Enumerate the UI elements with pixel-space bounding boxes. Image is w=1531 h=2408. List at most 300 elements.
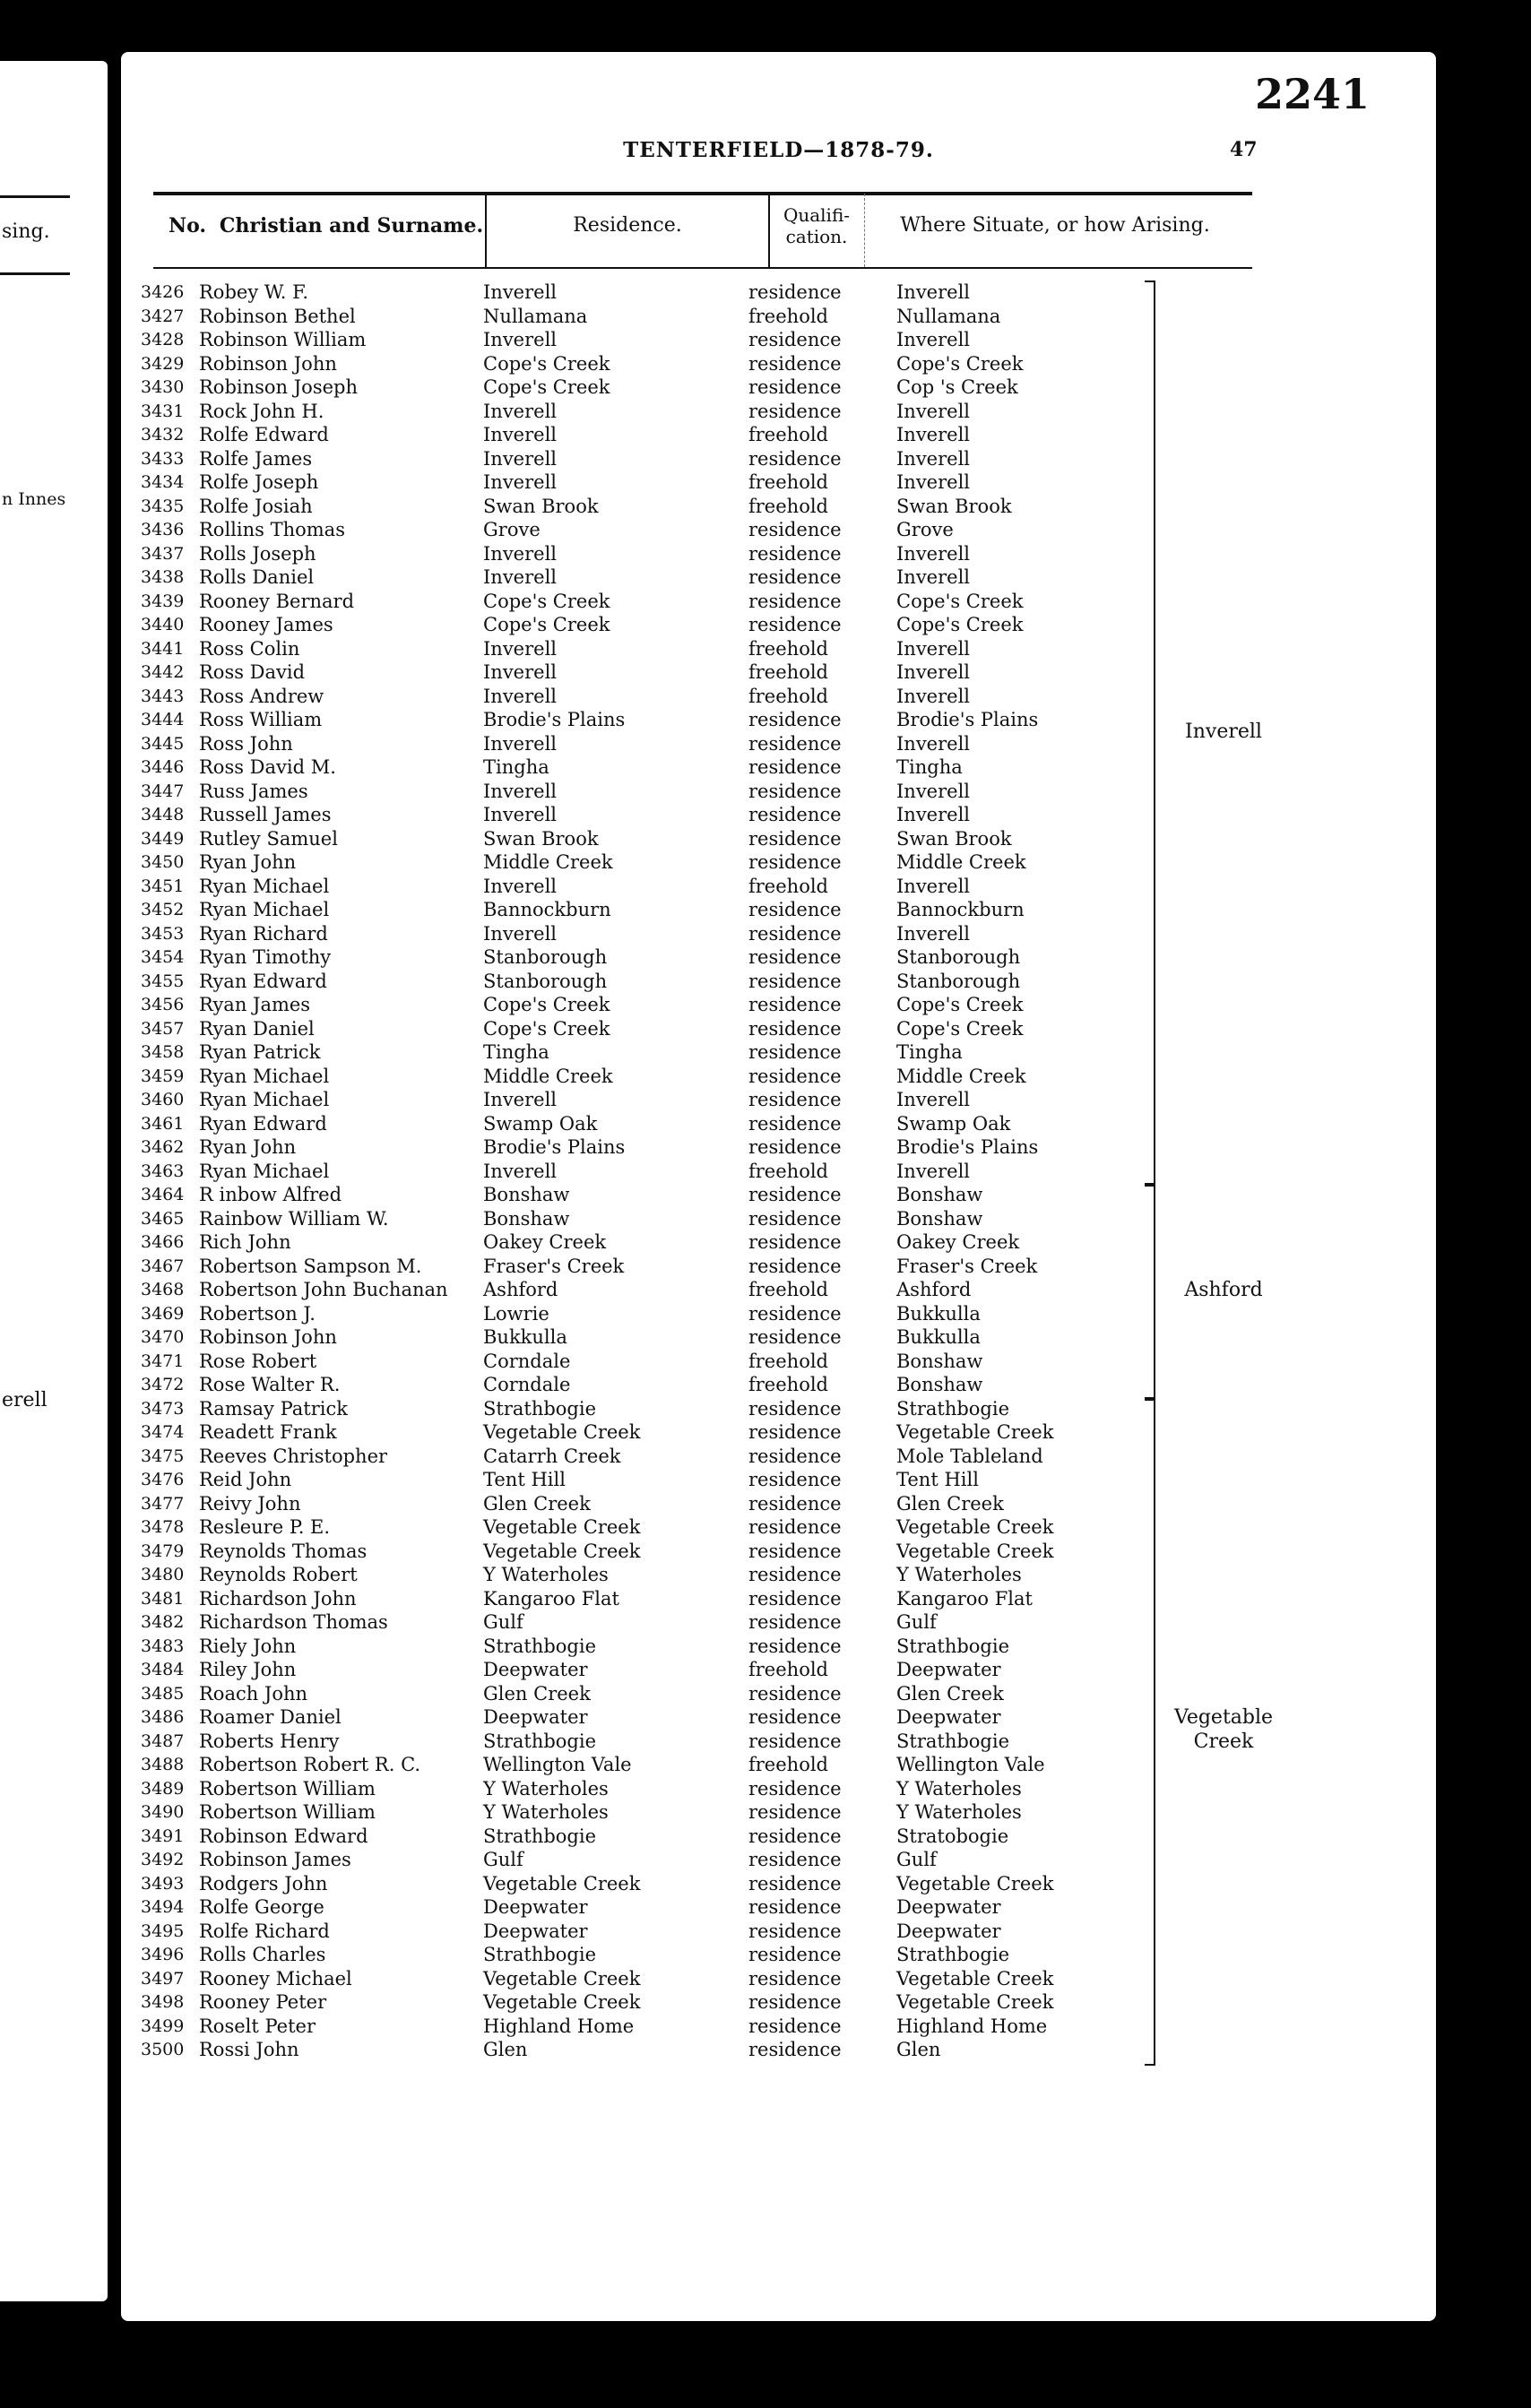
elector-name: Ross Andrew: [199, 685, 324, 707]
qualification: residence: [748, 614, 842, 635]
elector-name: Ross John: [199, 732, 293, 755]
qualification: residence: [748, 566, 842, 588]
elector-name: Robinson Bethel: [199, 305, 356, 327]
residence: Inverell: [483, 637, 558, 660]
row-number: 3487: [141, 1730, 185, 1751]
elector-name: Rock John H.: [199, 400, 324, 422]
qualification: residence: [748, 329, 842, 350]
row-number: 3465: [141, 1208, 185, 1229]
elector-name: Rose Robert: [199, 1350, 317, 1372]
table-row: [141, 708, 1243, 732]
row-number: 3466: [141, 1232, 185, 1252]
where-situate: Strathbogie: [896, 1635, 1010, 1657]
where-situate: Tingha: [896, 1041, 963, 1063]
qualification: residence: [748, 1944, 842, 1965]
where-situate: Grove: [896, 519, 954, 540]
row-number: 3451: [141, 876, 185, 896]
elector-name: Ryan Richard: [199, 922, 328, 945]
residence: Strathbogie: [483, 1825, 597, 1847]
elector-name: Ross Colin: [199, 637, 300, 660]
elector-name: Ryan James: [199, 994, 311, 1015]
residence: Y Waterholes: [483, 1777, 609, 1800]
qualification: residence: [748, 1872, 842, 1894]
residence: Corndale: [483, 1374, 571, 1395]
qualification: residence: [748, 827, 842, 850]
residence: Corndale: [483, 1350, 571, 1372]
table-row: [141, 1017, 1243, 1041]
table-row: [141, 1635, 1243, 1659]
residence: Gulf: [483, 1849, 523, 1870]
row-number: 3500: [141, 2040, 185, 2059]
residence: Brodie's Plains: [483, 1136, 626, 1158]
qualification: residence: [748, 1682, 842, 1705]
row-number: 3492: [141, 1850, 185, 1869]
where-situate: Cope's Creek: [896, 590, 1024, 612]
table-row: [141, 827, 1243, 851]
where-situate: Inverell: [896, 281, 971, 303]
row-number: 3463: [141, 1161, 185, 1181]
qualification: residence: [748, 1136, 842, 1158]
header-no: No.: [168, 214, 207, 237]
where-situate: Inverell: [896, 1160, 971, 1182]
table-row: [141, 1610, 1243, 1635]
elector-name: Robertson Sampson M.: [199, 1255, 422, 1277]
elector-name: Richardson Thomas: [199, 1611, 388, 1633]
row-number: 3462: [141, 1137, 185, 1157]
elector-name: Ryan Timothy: [199, 946, 332, 968]
row-number: 3441: [141, 638, 185, 659]
residence: Inverell: [483, 804, 558, 825]
where-situate: Inverell: [896, 637, 971, 660]
qualification: residence: [748, 1302, 842, 1325]
elector-name: Rich John: [199, 1231, 291, 1253]
table-row: [141, 898, 1243, 922]
where-situate: Tent Hill: [896, 1469, 979, 1490]
residence: Inverell: [483, 447, 558, 470]
row-number: 3438: [141, 567, 185, 587]
row-number: 3447: [141, 781, 185, 801]
table-row: [141, 945, 1243, 970]
qualification: residence: [748, 519, 842, 540]
elector-name: Reivy John: [199, 1492, 301, 1515]
elector-name: Rolfe James: [199, 447, 313, 470]
elector-name: Russ James: [199, 780, 308, 802]
row-number: 3483: [141, 1636, 185, 1656]
elector-name: Robinson James: [199, 1849, 351, 1870]
row-number: 3498: [141, 1992, 185, 2012]
residence: Glen Creek: [483, 1492, 591, 1515]
elector-name: Roamer Daniel: [199, 1706, 342, 1728]
residence: Bannockburn: [483, 899, 611, 920]
where-situate: Swamp Oak: [896, 1112, 1011, 1135]
row-number: 3461: [141, 1113, 185, 1134]
qualification: residence: [748, 851, 842, 873]
table-row: [141, 1920, 1243, 1944]
where-situate: Inverell: [896, 661, 971, 683]
row-number: 3464: [141, 1185, 185, 1204]
row-number: 3488: [141, 1755, 185, 1774]
elector-name: Rolls Joseph: [199, 542, 316, 565]
where-situate: Y Waterholes: [896, 1801, 1022, 1823]
previous-page-text-2: n Innes: [2, 489, 66, 509]
elector-name: Russell James: [199, 804, 332, 825]
group-brace: [1145, 1397, 1155, 2066]
where-situate: Inverell: [896, 780, 971, 802]
residence: Inverell: [483, 400, 558, 422]
table-row: [141, 470, 1243, 495]
table-row: [141, 1825, 1243, 1849]
residence: Strathbogie: [483, 1730, 597, 1752]
group-brace: [1145, 1183, 1155, 1401]
where-situate: Vegetable Creek: [896, 1967, 1054, 1989]
table-row: [141, 565, 1243, 590]
table-row: [141, 542, 1243, 566]
qualification: residence: [748, 447, 842, 470]
residence: Glen Creek: [483, 1682, 591, 1705]
elector-name: Ryan Edward: [199, 970, 327, 992]
row-number: 3445: [141, 733, 185, 754]
elector-name: Rutley Samuel: [199, 827, 338, 850]
group-label: Inverell: [1185, 721, 1262, 743]
where-situate: Cope's Creek: [896, 614, 1024, 635]
group-label: Vegetable Creek: [1173, 1705, 1274, 1753]
row-number: 3496: [141, 1945, 185, 1964]
table-row: [141, 1230, 1243, 1255]
elector-name: Robinson Joseph: [199, 376, 358, 398]
row-number: 3477: [141, 1493, 185, 1514]
where-situate: Deepwater: [896, 1659, 1001, 1680]
elector-name: R inbow Alfred: [199, 1184, 342, 1205]
elector-name: Ross David M.: [199, 756, 336, 778]
residence: Inverell: [483, 566, 558, 588]
row-number: 3474: [141, 1422, 185, 1442]
where-situate: Deepwater: [896, 1920, 1001, 1942]
residence: Ashford: [483, 1279, 558, 1300]
table-row: [141, 1302, 1243, 1326]
where-situate: Inverell: [896, 1089, 971, 1110]
table-row: [141, 1255, 1243, 1279]
qualification: residence: [748, 1231, 842, 1253]
elector-name: Robertson J.: [199, 1302, 316, 1325]
qualification: residence: [748, 1469, 842, 1490]
table-row: [141, 1848, 1243, 1872]
table-row: [141, 637, 1243, 661]
table-row: [141, 328, 1243, 352]
elector-name: Reynolds Robert: [199, 1564, 358, 1585]
table-row: [141, 1990, 1243, 2015]
where-situate: Glen Creek: [896, 1682, 1004, 1705]
qualification: residence: [748, 590, 842, 612]
qualification: residence: [748, 1326, 842, 1348]
table-row: [141, 1800, 1243, 1825]
elector-name: Ryan Michael: [199, 899, 330, 920]
page-number: 47: [1230, 138, 1258, 161]
where-situate: Inverell: [896, 447, 971, 470]
row-number: 3427: [141, 306, 185, 326]
where-situate: Vegetable Creek: [896, 1540, 1054, 1562]
table-row: [141, 1943, 1243, 1967]
where-situate: Tingha: [896, 756, 963, 778]
where-situate: Fraser's Creek: [896, 1255, 1038, 1277]
row-number: 3449: [141, 828, 185, 849]
where-situate: Oakey Creek: [896, 1231, 1020, 1253]
qualification: residence: [748, 946, 842, 968]
row-number: 3457: [141, 1018, 185, 1039]
qualification: residence: [748, 756, 842, 778]
where-situate: Inverell: [896, 685, 971, 707]
row-number: 3434: [141, 472, 185, 492]
residence: Vegetable Creek: [483, 1872, 641, 1894]
previous-page-text-1: sing.: [2, 220, 50, 243]
where-situate: Vegetable Creek: [896, 1872, 1054, 1894]
table-row: [141, 281, 1243, 305]
residence: Vegetable Creek: [483, 1540, 641, 1562]
elector-name: Rooney Bernard: [199, 590, 355, 612]
table-row: [141, 2015, 1243, 2039]
table-row: [141, 495, 1243, 519]
qualification: residence: [748, 1421, 842, 1443]
where-situate: Inverell: [896, 329, 971, 350]
group-label: Ashford: [1184, 1278, 1263, 1301]
residence: Deepwater: [483, 1896, 588, 1918]
residence: Bonshaw: [483, 1184, 570, 1205]
row-number: 3486: [141, 1707, 185, 1727]
residence: Inverell: [483, 922, 558, 945]
qualification: residence: [748, 1896, 842, 1918]
residence: Bukkulla: [483, 1326, 567, 1348]
qualification: residence: [748, 1611, 842, 1633]
elector-name: Ryan Daniel: [199, 1017, 315, 1040]
table-row: [141, 352, 1243, 376]
elector-name: Rooney James: [199, 614, 333, 635]
elector-name: Robey W. F.: [199, 281, 309, 303]
elector-name: Roselt Peter: [199, 2015, 316, 2037]
row-number: 3454: [141, 947, 185, 967]
residence: Swan Brook: [483, 495, 599, 517]
row-number: 3435: [141, 496, 185, 516]
where-situate: Glen Creek: [896, 1492, 1004, 1515]
header-bottom-rule: [153, 267, 1252, 269]
where-situate: Wellington Vale: [896, 1754, 1045, 1775]
elector-name: Rolfe Joseph: [199, 471, 319, 493]
elector-name: Riley John: [199, 1659, 297, 1680]
qualification: freehold: [748, 1374, 828, 1395]
row-number: 3453: [141, 923, 185, 944]
where-situate: Bonshaw: [896, 1374, 983, 1395]
row-number: 3460: [141, 1090, 185, 1109]
where-situate: Stanborough: [896, 970, 1021, 992]
residence: Y Waterholes: [483, 1801, 609, 1823]
qualification: residence: [748, 922, 842, 945]
where-situate: Deepwater: [896, 1706, 1001, 1728]
row-number: 3446: [141, 757, 185, 777]
qualification: residence: [748, 1540, 842, 1562]
row-number: 3480: [141, 1565, 185, 1584]
qualification: residence: [748, 1801, 842, 1823]
residence: Inverell: [483, 661, 558, 683]
residence: Vegetable Creek: [483, 1967, 641, 1989]
residence: Bonshaw: [483, 1207, 570, 1230]
qualification: residence: [748, 994, 842, 1015]
elector-name: Rose Walter R.: [199, 1374, 341, 1395]
qualification: residence: [748, 732, 842, 755]
header-where: Where Situate, or how Arising.: [900, 214, 1210, 237]
table-row: [141, 1895, 1243, 1920]
where-situate: Swan Brook: [896, 495, 1012, 517]
table-row: [141, 305, 1243, 329]
table-row: [141, 875, 1243, 899]
where-situate: Deepwater: [896, 1896, 1001, 1918]
elector-name: Rolfe Richard: [199, 1920, 330, 1942]
where-situate: Bonshaw: [896, 1184, 983, 1205]
where-situate: Swan Brook: [896, 827, 1012, 850]
row-number: 3495: [141, 1920, 185, 1941]
residence: Inverell: [483, 685, 558, 707]
where-situate: Vegetable Creek: [896, 1421, 1054, 1443]
elector-name: Robinson Edward: [199, 1825, 368, 1847]
qualification: residence: [748, 376, 842, 398]
table-row: [141, 1967, 1243, 1991]
table-row: [141, 1705, 1243, 1730]
qualification: freehold: [748, 305, 828, 327]
table-row: [141, 1088, 1243, 1112]
residence: Lowrie: [483, 1302, 549, 1325]
row-number: 3489: [141, 1778, 185, 1799]
table-row: [141, 1777, 1243, 1801]
elector-name: Ross William: [199, 709, 323, 730]
qualification: residence: [748, 804, 842, 825]
qualification: residence: [748, 899, 842, 920]
where-situate: Bannockburn: [896, 899, 1025, 920]
qualification: freehold: [748, 637, 828, 660]
where-situate: Brodie's Plains: [896, 1136, 1039, 1158]
table-row: [141, 1350, 1243, 1374]
residence: Tent Hill: [483, 1469, 566, 1490]
residence: Middle Creek: [483, 1065, 613, 1087]
table-row: [141, 922, 1243, 946]
previous-page-rule: [0, 272, 70, 275]
row-number: 3472: [141, 1375, 185, 1394]
table-row: [141, 1658, 1243, 1682]
where-situate: Inverell: [896, 400, 971, 422]
where-situate: Y Waterholes: [896, 1777, 1022, 1800]
table-row: [141, 1065, 1243, 1089]
table-row: [141, 1325, 1243, 1350]
row-number: 3431: [141, 401, 185, 421]
where-situate: Gulf: [896, 1611, 937, 1633]
where-situate: Inverell: [896, 566, 971, 588]
residence: Inverell: [483, 732, 558, 755]
residence: Tingha: [483, 756, 549, 778]
table-row: [141, 2038, 1243, 2062]
residence: Swamp Oak: [483, 1112, 598, 1135]
page-stamp-number: 2241: [1255, 70, 1371, 118]
table-row: [141, 518, 1243, 542]
where-situate: Bukkulla: [896, 1302, 981, 1325]
residence: Catarrh Creek: [483, 1445, 621, 1467]
page-title: TENTERFIELD—1878-79.: [623, 138, 934, 162]
residence: Stanborough: [483, 970, 608, 992]
row-number: 3426: [141, 282, 185, 302]
residence: Deepwater: [483, 1659, 588, 1680]
row-number: 3470: [141, 1327, 185, 1347]
row-number: 3471: [141, 1351, 185, 1371]
residence: Strathbogie: [483, 1944, 597, 1965]
qualification: freehold: [748, 495, 828, 517]
elector-name: Reeves Christopher: [199, 1445, 388, 1467]
where-situate: Middle Creek: [896, 851, 1026, 873]
elector-name: Rooney Michael: [199, 1967, 352, 1989]
qualification: residence: [748, 1849, 842, 1870]
residence: Swan Brook: [483, 827, 599, 850]
table-row: [141, 1515, 1243, 1540]
table-row: [141, 1753, 1243, 1777]
where-situate: Mole Tableland: [896, 1445, 1043, 1467]
residence: Cope's Creek: [483, 590, 610, 612]
where-situate: Inverell: [896, 875, 971, 897]
elector-name: Rossi John: [199, 2039, 299, 2060]
row-number: 3430: [141, 377, 185, 397]
elector-name: Robertson William: [199, 1801, 376, 1823]
row-number: 3485: [141, 1683, 185, 1704]
qualification: residence: [748, 1207, 842, 1230]
table-row: [141, 375, 1243, 400]
elector-name: Riely John: [199, 1635, 297, 1657]
residence: Cope's Creek: [483, 376, 610, 398]
elector-name: Rolfe Josiah: [199, 495, 313, 517]
residence: Cope's Creek: [483, 614, 610, 635]
qualification: residence: [748, 1089, 842, 1110]
table-row: [141, 1278, 1243, 1302]
row-number: 3442: [141, 662, 185, 682]
where-situate: Ashford: [896, 1279, 972, 1300]
residence: Inverell: [483, 875, 558, 897]
previous-page-fragment: [0, 61, 108, 2301]
elector-name: Rollins Thomas: [199, 519, 345, 540]
row-number: 3484: [141, 1660, 185, 1679]
table-row: [141, 1540, 1243, 1564]
residence: Oakey Creek: [483, 1231, 607, 1253]
qualification: residence: [748, 400, 842, 422]
qualification: residence: [748, 2039, 842, 2060]
where-situate: Inverell: [896, 732, 971, 755]
residence: Vegetable Creek: [483, 1516, 641, 1538]
where-situate: Inverell: [896, 922, 971, 945]
qualification: residence: [748, 2015, 842, 2037]
elector-name: Robinson William: [199, 329, 367, 350]
residence: Deepwater: [483, 1920, 588, 1942]
row-number: 3490: [141, 1802, 185, 1822]
qualification: residence: [748, 1635, 842, 1657]
where-situate: Vegetable Creek: [896, 1516, 1054, 1538]
where-situate: Cop 's Creek: [896, 376, 1018, 398]
table-row: [141, 685, 1243, 709]
qualification: residence: [748, 1706, 842, 1728]
elector-name: Reynolds Thomas: [199, 1540, 368, 1562]
table-row: [141, 1207, 1243, 1231]
row-number: 3499: [141, 2015, 185, 2036]
table-row: [141, 970, 1243, 994]
elector-name: Readett Frank: [199, 1421, 337, 1443]
residence: Wellington Vale: [483, 1754, 632, 1775]
where-situate: Vegetable Creek: [896, 1991, 1054, 2013]
qualification: residence: [748, 1255, 842, 1277]
qualification: residence: [748, 352, 842, 375]
where-situate: Gulf: [896, 1849, 937, 1870]
row-number: 3482: [141, 1612, 185, 1632]
table-row: [141, 1872, 1243, 1896]
row-number: 3428: [141, 330, 185, 350]
